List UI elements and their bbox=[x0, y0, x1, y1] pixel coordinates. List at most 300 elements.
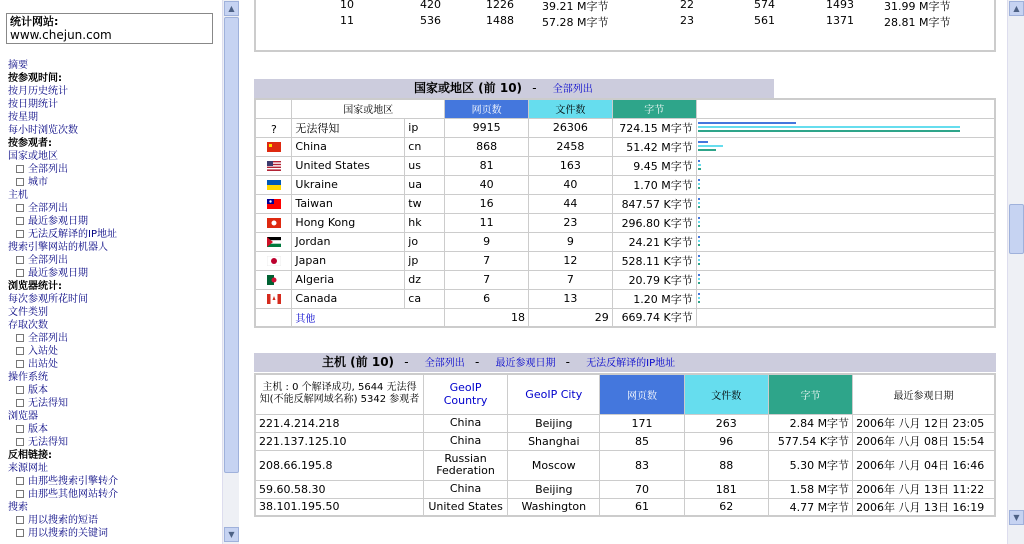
tree-node-icon bbox=[16, 529, 24, 537]
host-country: Russian Federation bbox=[423, 450, 507, 480]
host-pages: 85 bbox=[600, 432, 684, 450]
monthly-cell-c: 1226 bbox=[486, 0, 514, 11]
menu-label: 版本 bbox=[28, 424, 48, 435]
country-body bbox=[255, 118, 995, 308]
country-files: 26306 bbox=[528, 118, 612, 137]
country-bars bbox=[696, 232, 995, 251]
menu-heading bbox=[8, 137, 220, 150]
tree-node-icon bbox=[16, 386, 24, 394]
bar-bytes bbox=[698, 282, 700, 284]
scroll-down-arrow-icon[interactable]: ▼ bbox=[1009, 510, 1024, 525]
country-pages: 868 bbox=[445, 137, 529, 156]
left-nav-frame bbox=[0, 0, 222, 544]
tree-node-icon bbox=[16, 204, 24, 212]
menu-item[interactable] bbox=[8, 189, 220, 202]
tree-node-icon bbox=[16, 165, 24, 173]
bar-pages bbox=[698, 122, 796, 124]
menu-label: 国家或地区 bbox=[8, 151, 58, 162]
country-bars bbox=[696, 175, 995, 194]
menu-item[interactable] bbox=[8, 371, 220, 384]
scroll-up-arrow-icon[interactable]: ▲ bbox=[224, 1, 239, 16]
jp-flag-icon bbox=[255, 251, 292, 270]
country-code: jo bbox=[405, 232, 445, 251]
menu-label: 无法得知 bbox=[28, 398, 68, 409]
country-row bbox=[255, 194, 995, 213]
country-bytes: 20.79 K字节 bbox=[612, 270, 696, 289]
country-pages: 9915 bbox=[445, 118, 529, 137]
host-files: 88 bbox=[684, 450, 768, 480]
country-row bbox=[255, 251, 995, 270]
menu-subitem[interactable] bbox=[8, 215, 220, 228]
hosts-table bbox=[254, 373, 996, 517]
country-bars bbox=[696, 194, 995, 213]
menu-item[interactable] bbox=[8, 241, 220, 254]
monthly-cell-c: 1488 bbox=[486, 14, 514, 27]
country-bytes: 24.21 K字节 bbox=[612, 232, 696, 251]
scroll-down-arrow-icon[interactable]: ▼ bbox=[224, 527, 239, 542]
menu-heading bbox=[8, 72, 220, 85]
menu-subitem[interactable] bbox=[8, 514, 220, 527]
bar-files bbox=[698, 145, 723, 147]
monthly-cell-d: 39.21 M字节 bbox=[542, 0, 609, 13]
menu-label: 反相链接: bbox=[8, 450, 52, 461]
menu-subitem[interactable] bbox=[8, 475, 220, 488]
bar-files bbox=[698, 126, 960, 128]
right-scrollbar[interactable] bbox=[1007, 0, 1024, 544]
country-code: jp bbox=[405, 251, 445, 270]
country-bars bbox=[696, 156, 995, 175]
host-ip: 38.101.195.50 bbox=[255, 498, 423, 516]
bar-bytes bbox=[698, 149, 716, 151]
menu-label: 全部列出 bbox=[28, 203, 68, 214]
monthly-cell-e: 22 bbox=[680, 0, 694, 11]
col-host-files: 文件数 bbox=[684, 374, 768, 414]
menu-subitem[interactable] bbox=[8, 267, 220, 280]
country-pages: 16 bbox=[445, 194, 529, 213]
monthly-cell-h: 28.81 M字节 bbox=[884, 16, 951, 29]
host-last-visit: 2006年 八月 08日 15:54 bbox=[853, 432, 995, 450]
country-bytes: 51.42 M字节 bbox=[612, 137, 696, 156]
bar-pages bbox=[698, 141, 708, 143]
hosts-unresolved-link[interactable]: 无法反解译的IP地址 bbox=[586, 358, 676, 369]
left-scrollbar[interactable] bbox=[222, 0, 239, 544]
host-ip: 59.60.58.30 bbox=[255, 480, 423, 498]
country-pages: 7 bbox=[445, 251, 529, 270]
bar-bytes bbox=[698, 168, 701, 170]
host-last-visit: 2006年 八月 13日 16:19 bbox=[853, 498, 995, 516]
ca-flag-icon bbox=[255, 289, 292, 308]
menu-label: 最近参观日期 bbox=[28, 268, 88, 279]
tree-node-icon bbox=[16, 490, 24, 498]
menu-item[interactable] bbox=[8, 462, 220, 475]
tree-node-icon bbox=[16, 477, 24, 485]
country-section-title bbox=[254, 79, 774, 98]
menu-label: 入站处 bbox=[28, 346, 58, 357]
country-row bbox=[255, 270, 995, 289]
country-code: cn bbox=[405, 137, 445, 156]
col-last-visit: 最近参观日期 bbox=[853, 374, 995, 414]
bar-files bbox=[698, 259, 700, 261]
host-row bbox=[255, 480, 995, 498]
menu-label: 出站处 bbox=[28, 359, 58, 370]
country-pages: 7 bbox=[445, 270, 529, 289]
country-row bbox=[255, 156, 995, 175]
country-name: Hong Kong bbox=[292, 213, 405, 232]
menu-label: 搜索 bbox=[8, 502, 28, 513]
country-name: Ukraine bbox=[292, 175, 405, 194]
menu-label: 由那些搜索引擎转介 bbox=[28, 476, 118, 487]
bar-pages bbox=[698, 274, 700, 276]
menu-label: 来源网址 bbox=[8, 463, 48, 474]
monthly-cell-b: 536 bbox=[420, 14, 441, 27]
monthly-cell-h: 31.99 M字节 bbox=[884, 0, 951, 13]
country-name: 无法得知 bbox=[292, 118, 405, 137]
bar-files bbox=[698, 240, 700, 242]
menu-subitem[interactable] bbox=[8, 345, 220, 358]
tree-node-icon bbox=[16, 178, 24, 186]
country-files: 23 bbox=[528, 213, 612, 232]
menu-label: 按参观者: bbox=[8, 138, 52, 149]
menu-label: 浏览器 bbox=[8, 411, 38, 422]
hosts-section-title bbox=[254, 353, 996, 372]
bar-files bbox=[698, 221, 700, 223]
country-list-all-link[interactable]: 全部列出 bbox=[552, 84, 593, 95]
menu-subitem[interactable] bbox=[8, 254, 220, 267]
bar-bytes bbox=[698, 225, 700, 227]
tree-node-icon bbox=[16, 516, 24, 524]
tree-node-icon bbox=[16, 438, 24, 446]
tree-node-icon bbox=[16, 399, 24, 407]
menu-label: 摘要 bbox=[8, 60, 28, 71]
menu-label: 版本 bbox=[28, 385, 48, 396]
host-city: Shanghai bbox=[508, 432, 600, 450]
country-name: United States bbox=[292, 156, 405, 175]
bar-files bbox=[698, 202, 700, 204]
bar-files bbox=[698, 297, 700, 299]
tree-node-icon bbox=[16, 256, 24, 264]
cn-flag-icon bbox=[255, 137, 292, 156]
bar-pages bbox=[698, 236, 700, 238]
menu-label: 全部列出 bbox=[28, 164, 68, 175]
menu-item[interactable] bbox=[8, 59, 220, 72]
others-files: 29 bbox=[528, 308, 612, 327]
country-files: 13 bbox=[528, 289, 612, 308]
menu-label: 操作系统 bbox=[8, 372, 48, 383]
menu-label: 每次参观所花时间 bbox=[8, 294, 88, 305]
country-name: Canada bbox=[292, 289, 405, 308]
country-name: Algeria bbox=[292, 270, 405, 289]
col-geo-city[interactable]: GeoIP City bbox=[508, 374, 600, 414]
country-pages: 81 bbox=[445, 156, 529, 175]
monthly-cell-f: 561 bbox=[754, 14, 775, 27]
host-country: China bbox=[423, 480, 507, 498]
country-bars bbox=[696, 289, 995, 308]
hk-flag-icon bbox=[255, 213, 292, 232]
bar-bytes bbox=[698, 244, 700, 246]
country-files: 7 bbox=[528, 270, 612, 289]
host-last-visit: 2006年 八月 13日 11:22 bbox=[853, 480, 995, 498]
monthly-cell-f: 574 bbox=[754, 0, 775, 11]
country-bytes: 1.20 M字节 bbox=[612, 289, 696, 308]
host-bytes: 2.84 M字节 bbox=[768, 414, 852, 432]
menu-subitem[interactable] bbox=[8, 488, 220, 501]
country-row bbox=[255, 118, 995, 137]
country-pages: 40 bbox=[445, 175, 529, 194]
host-row bbox=[255, 450, 995, 480]
menu-label: 用以搜索的关键词 bbox=[28, 528, 108, 539]
col-geo-country[interactable]: GeoIP Country bbox=[423, 374, 507, 414]
host-pages: 61 bbox=[600, 498, 684, 516]
tree-node-icon bbox=[16, 360, 24, 368]
country-name: Taiwan bbox=[292, 194, 405, 213]
bar-pages bbox=[698, 217, 700, 219]
tree-node-icon bbox=[16, 347, 24, 355]
left-scroll-thumb[interactable] bbox=[224, 17, 239, 473]
menu-label: 每小时浏览次数 bbox=[8, 125, 78, 136]
ua-flag-icon bbox=[255, 175, 292, 194]
unknown-flag-icon bbox=[255, 118, 292, 137]
country-table bbox=[254, 98, 996, 328]
scroll-up-arrow-icon[interactable]: ▲ bbox=[1009, 1, 1024, 16]
menu-item[interactable] bbox=[8, 293, 220, 306]
country-name: China bbox=[292, 137, 405, 156]
bar-files bbox=[698, 164, 701, 166]
country-code: ip bbox=[405, 118, 445, 137]
country-row bbox=[255, 232, 995, 251]
site-info-box bbox=[6, 13, 213, 44]
bar-bytes bbox=[698, 187, 700, 189]
bar-files bbox=[698, 183, 700, 185]
site-url: www.chejun.com bbox=[10, 28, 112, 42]
country-bars bbox=[696, 118, 995, 137]
menu-label: 用以搜索的短语 bbox=[28, 515, 98, 526]
menu-label: 主机 bbox=[8, 190, 28, 201]
menu-item[interactable] bbox=[8, 98, 220, 111]
monthly-cell-a: 10 bbox=[340, 0, 354, 11]
country-bytes: 528.11 K字节 bbox=[612, 251, 696, 270]
host-files: 96 bbox=[684, 432, 768, 450]
menu-label: 按日期统计 bbox=[8, 99, 58, 110]
bar-bytes bbox=[698, 206, 700, 208]
jo-flag-icon bbox=[255, 232, 292, 251]
host-last-visit: 2006年 八月 04日 16:46 bbox=[853, 450, 995, 480]
host-city: Beijing bbox=[508, 414, 600, 432]
country-header-row bbox=[255, 99, 995, 118]
country-bytes: 9.45 M字节 bbox=[612, 156, 696, 175]
tree-node-icon bbox=[16, 334, 24, 342]
host-country: China bbox=[423, 432, 507, 450]
right-content-frame bbox=[240, 0, 1007, 544]
host-row bbox=[255, 414, 995, 432]
bar-pages bbox=[698, 293, 700, 295]
svg-text:?: ? bbox=[270, 123, 277, 133]
country-files: 44 bbox=[528, 194, 612, 213]
host-files: 62 bbox=[684, 498, 768, 516]
bar-bytes bbox=[698, 263, 700, 265]
host-pages: 83 bbox=[600, 450, 684, 480]
monthly-cell-d: 57.28 M字节 bbox=[542, 16, 609, 29]
country-pages: 6 bbox=[445, 289, 529, 308]
host-row bbox=[255, 498, 995, 516]
country-code: ua bbox=[405, 175, 445, 194]
monthly-cell-a: 11 bbox=[340, 14, 354, 27]
host-bytes: 577.54 K字节 bbox=[768, 432, 852, 450]
tree-node-icon bbox=[16, 230, 24, 238]
country-bars bbox=[696, 213, 995, 232]
col-bytes: 字节 bbox=[612, 99, 696, 118]
menu-subitem[interactable] bbox=[8, 163, 220, 176]
country-bars bbox=[696, 251, 995, 270]
tree-node-icon bbox=[16, 269, 24, 277]
country-row bbox=[255, 137, 995, 156]
country-pages: 11 bbox=[445, 213, 529, 232]
others-label: 其他 bbox=[292, 308, 445, 327]
menu-item[interactable] bbox=[8, 501, 220, 514]
col-host-bytes: 字节 bbox=[768, 374, 852, 414]
menu-label: 无法反解译的IP地址 bbox=[28, 229, 117, 240]
host-bytes: 4.77 M字节 bbox=[768, 498, 852, 516]
country-row bbox=[255, 213, 995, 232]
bar-pages bbox=[698, 198, 700, 200]
bar-bytes bbox=[698, 130, 960, 132]
menu-label: 按月历史统计 bbox=[8, 86, 68, 97]
tw-flag-icon bbox=[255, 194, 292, 213]
tree-node-icon bbox=[16, 217, 24, 225]
country-code: us bbox=[405, 156, 445, 175]
others-bytes: 669.74 K字节 bbox=[612, 308, 696, 327]
hosts-sep-2: - bbox=[474, 355, 480, 369]
host-city: Washington bbox=[508, 498, 600, 516]
menu-heading bbox=[8, 280, 220, 293]
host-bytes: 1.58 M字节 bbox=[768, 480, 852, 498]
nav-menu bbox=[8, 59, 220, 540]
bar-pages bbox=[698, 255, 700, 257]
country-title-text: 国家或地区 (前 10) bbox=[414, 81, 523, 95]
country-bytes: 724.15 M字节 bbox=[612, 118, 696, 137]
menu-item[interactable] bbox=[8, 410, 220, 423]
menu-label: 最近参观日期 bbox=[28, 216, 88, 227]
country-name: Japan bbox=[292, 251, 405, 270]
country-files: 9 bbox=[528, 232, 612, 251]
menu-item[interactable] bbox=[8, 319, 220, 332]
hosts-summary: 主机 : 0 个解译成功, 5644 无法得知(不能反解网域名称) 5342 参观者 bbox=[255, 374, 423, 414]
menu-item[interactable] bbox=[8, 306, 220, 319]
hosts-list-all-link[interactable]: 全部列出 bbox=[424, 358, 465, 369]
menu-subitem[interactable] bbox=[8, 527, 220, 540]
menu-subitem[interactable] bbox=[8, 332, 220, 345]
country-code: ca bbox=[405, 289, 445, 308]
host-city: Moscow bbox=[508, 450, 600, 480]
hosts-last-visit-link[interactable]: 最近参观日期 bbox=[495, 358, 556, 369]
us-flag-icon bbox=[255, 156, 292, 175]
others-pages: 18 bbox=[445, 308, 529, 327]
menu-item[interactable] bbox=[8, 85, 220, 98]
menu-item[interactable] bbox=[8, 150, 220, 163]
country-bytes: 296.80 K字节 bbox=[612, 213, 696, 232]
menu-item[interactable] bbox=[8, 111, 220, 124]
menu-subitem[interactable] bbox=[8, 384, 220, 397]
col-files: 文件数 bbox=[528, 99, 612, 118]
menu-label: 文件类别 bbox=[8, 307, 48, 318]
site-label: 统计网站: bbox=[10, 15, 59, 28]
hosts-title-text: 主机 (前 10) bbox=[322, 355, 395, 369]
monthly-row bbox=[256, 14, 996, 32]
host-pages: 70 bbox=[600, 480, 684, 498]
menu-subitem[interactable] bbox=[8, 202, 220, 215]
country-bars bbox=[696, 270, 995, 289]
bar-bytes bbox=[698, 301, 700, 303]
hosts-header-row bbox=[255, 374, 995, 414]
country-others-row bbox=[255, 308, 995, 327]
col-host-pages: 网页数 bbox=[600, 374, 684, 414]
col-pages: 网页数 bbox=[445, 99, 529, 118]
hosts-sep-1: - bbox=[404, 355, 409, 369]
host-bytes: 5.30 M字节 bbox=[768, 450, 852, 480]
country-row bbox=[255, 175, 995, 194]
host-country: China bbox=[423, 414, 507, 432]
country-code: hk bbox=[405, 213, 445, 232]
host-files: 181 bbox=[684, 480, 768, 498]
country-files: 40 bbox=[528, 175, 612, 194]
right-scroll-thumb[interactable] bbox=[1009, 204, 1024, 254]
tree-node-icon bbox=[16, 425, 24, 433]
country-files: 163 bbox=[528, 156, 612, 175]
monthly-cell-b: 420 bbox=[420, 0, 441, 11]
host-ip: 208.66.195.8 bbox=[255, 450, 423, 480]
bar-pages bbox=[698, 160, 700, 162]
menu-subitem[interactable] bbox=[8, 228, 220, 241]
host-last-visit: 2006年 八月 12日 23:05 bbox=[853, 414, 995, 432]
menu-subitem[interactable] bbox=[8, 358, 220, 371]
bar-pages bbox=[698, 179, 700, 181]
col-country: 国家或地区 bbox=[292, 99, 445, 118]
menu-subitem[interactable] bbox=[8, 436, 220, 449]
host-ip: 221.4.214.218 bbox=[255, 414, 423, 432]
host-row bbox=[255, 432, 995, 450]
menu-label: 城市 bbox=[28, 177, 48, 188]
monthly-cell-g: 1493 bbox=[826, 0, 854, 11]
monthly-table-tail bbox=[254, 0, 996, 52]
country-bytes: 1.70 M字节 bbox=[612, 175, 696, 194]
menu-label: 全部列出 bbox=[28, 333, 68, 344]
host-files: 263 bbox=[684, 414, 768, 432]
host-pages: 171 bbox=[600, 414, 684, 432]
host-city: Beijing bbox=[508, 480, 600, 498]
menu-label: 按参观时间: bbox=[8, 73, 62, 84]
menu-label: 由那些其他网站转介 bbox=[28, 489, 118, 500]
country-code: tw bbox=[405, 194, 445, 213]
menu-label: 全部列出 bbox=[28, 255, 68, 266]
country-bytes: 847.57 K字节 bbox=[612, 194, 696, 213]
country-row bbox=[255, 289, 995, 308]
country-name: Jordan bbox=[292, 232, 405, 251]
menu-item[interactable] bbox=[8, 124, 220, 137]
country-bars bbox=[696, 137, 995, 156]
menu-subitem[interactable] bbox=[8, 397, 220, 410]
menu-label: 无法得知 bbox=[28, 437, 68, 448]
menu-label: 浏览器统计: bbox=[8, 281, 62, 292]
dz-flag-icon bbox=[255, 270, 292, 289]
bar-files bbox=[698, 278, 700, 280]
menu-subitem[interactable] bbox=[8, 423, 220, 436]
hosts-sep-3: - bbox=[565, 355, 570, 369]
menu-subitem[interactable] bbox=[8, 176, 220, 189]
country-files: 2458 bbox=[528, 137, 612, 156]
host-country: United States bbox=[423, 498, 507, 516]
country-pages: 9 bbox=[445, 232, 529, 251]
menu-label: 存取次数 bbox=[8, 320, 48, 331]
menu-heading bbox=[8, 449, 220, 462]
